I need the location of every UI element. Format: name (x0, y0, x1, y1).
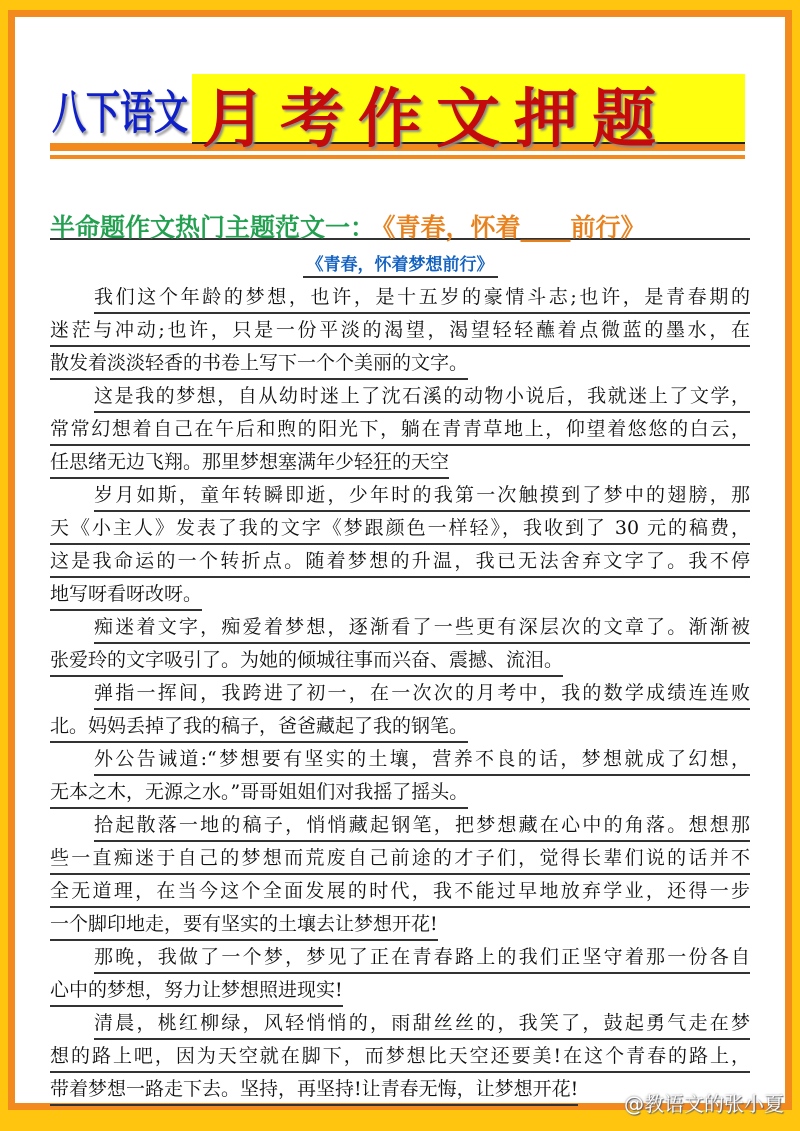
essay-line-text: 常常幻想着自己在午后和煦的阳光下，躺在青青草地上，仰望着悠悠的白云， (50, 414, 750, 446)
paragraph (50, 480, 750, 612)
essay-line-text: 清晨，桃红柳绿，风轻悄悄的，雨甜丝丝的，我笑了，鼓起勇气走在梦 (94, 1008, 750, 1040)
essay-line (50, 1008, 750, 1041)
essay-line-text: 这是我命运的一个转折点。随着梦想的升温，我已无法舍弃文字了。我不停 (50, 546, 750, 578)
essay-title-wrap (0, 250, 800, 278)
essay-line-text: 任思绪无边飞翔。那里梦想塞满年少轻狂的天空 (50, 447, 449, 479)
essay-line-text: 北。妈妈丢掉了我的稿子，爸爸藏起了我的钢笔。 (50, 711, 468, 743)
essay-line-text: 岁月如斯，童年转瞬即逝，少年时的我第一次触摸到了梦中的翅膀，那 (94, 480, 750, 512)
essay-line (50, 579, 750, 612)
essay-line (50, 282, 750, 315)
paragraph (50, 744, 750, 810)
essay-line-text: 拾起散落一地的稿子，悄悄藏起钢笔，把梦想藏在心中的角落。想想那 (94, 810, 750, 842)
title-grade: 八下语文 (52, 86, 188, 141)
essay-line-text: 地写呀看呀改呀。 (50, 579, 202, 611)
essay-line (50, 810, 750, 843)
essay-line (50, 513, 750, 546)
essay-line (50, 843, 750, 876)
title-highlight (192, 74, 745, 157)
essay-line-text: 全无道理，在当今这个全面发展的时代，我不能过早地放弃学业，还得一步 (50, 876, 750, 908)
paragraph (50, 612, 750, 678)
essay-line-text: 痴迷着文字，痴爱着梦想，逐渐看了一些更有深层次的文章了。渐渐被 (94, 612, 750, 644)
essay-line-text: 张爱玲的文字吸引了。为她的倾城往事而兴奋、震撼、流泪。 (50, 645, 563, 677)
paragraph (50, 381, 750, 480)
essay-line (50, 1041, 750, 1074)
essay-line (50, 711, 750, 744)
section-topic: 《青春，怀着____前行》 (383, 213, 646, 242)
essay-line (50, 348, 750, 381)
essay-line (50, 381, 750, 414)
essay-line (50, 909, 750, 942)
section-heading (50, 208, 750, 240)
essay-line-text: 外公告诫道:“梦想要有坚实的土壤，营养不良的话，梦想就成了幻想， (94, 744, 750, 776)
paragraph (50, 282, 750, 381)
essay-line (50, 744, 750, 777)
essay-line (50, 315, 750, 348)
essay-line-text: 带着梦想一路走下去。坚持，再坚持!让青春无悔，让梦想开花! (50, 1074, 578, 1106)
essay-line-text: 弹指一挥间，我跨进了初一，在一次次的月考中，我的数学成绩连连败 (94, 678, 750, 710)
essay-line-text: 我们这个年龄的梦想，也许，是十五岁的豪情斗志;也许，是青春期的 (94, 282, 750, 314)
essay-title: 《青春，怀着梦想前行》 (303, 250, 498, 278)
paragraph (50, 678, 750, 744)
essay-line-text: 迷茫与冲动;也许，只是一份平淡的渴望，渴望轻轻蘸着点微蓝的墨水，在 (50, 315, 750, 347)
essay-line-text: 那晚，我做了一个梦，梦见了正在青春路上的我们正坚守着那一份各自 (94, 942, 750, 974)
essay-line-text: 心中的梦想，努力让梦想照进现实! (50, 975, 343, 1007)
essay-line-text: 一个脚印地走，要有坚实的土壤去让梦想开花! (50, 909, 438, 941)
essay-line (50, 645, 750, 678)
essay-line (50, 975, 750, 1008)
essay-body (50, 282, 750, 1107)
title-main: 月考作文押题 (202, 82, 670, 157)
essay-line-text: 散发着淡淡轻香的书卷上写下一个个美丽的文字。 (50, 348, 468, 380)
essay-line-text: 想的路上吧，因为天空就在脚下，而梦想比天空还要美!在这个青春的路上， (50, 1041, 750, 1073)
essay-line (50, 447, 750, 480)
essay-line (50, 480, 750, 513)
paragraph (50, 810, 750, 942)
essay-line-text: 些一直痴迷于自己的梦想而荒废自己前途的才子们，觉得长辈们说的话并不 (50, 843, 750, 875)
section-label: 半命题作文热门主题范文一： (50, 213, 376, 242)
essay-line (50, 612, 750, 645)
essay-line-text: 天《小主人》发表了我的文字《梦跟颜色一样轻》，我收到了 30 元的稿费， (50, 513, 750, 545)
essay-line-text: 这是我的梦想，自从幼时迷上了沈石溪的动物小说后，我就迷上了文学， (94, 381, 750, 413)
essay-line-text: 无本之木，无源之水。”哥哥姐姐们对我摇了摇头。 (50, 777, 468, 809)
essay-line (50, 678, 750, 711)
essay-line (50, 777, 750, 810)
essay-line (50, 414, 750, 447)
essay-line (50, 942, 750, 975)
page-title (50, 74, 745, 157)
essay-line (50, 546, 750, 579)
essay-line (50, 876, 750, 909)
paragraph (50, 942, 750, 1008)
watermark: @教语文的张小夏 (624, 1092, 784, 1116)
